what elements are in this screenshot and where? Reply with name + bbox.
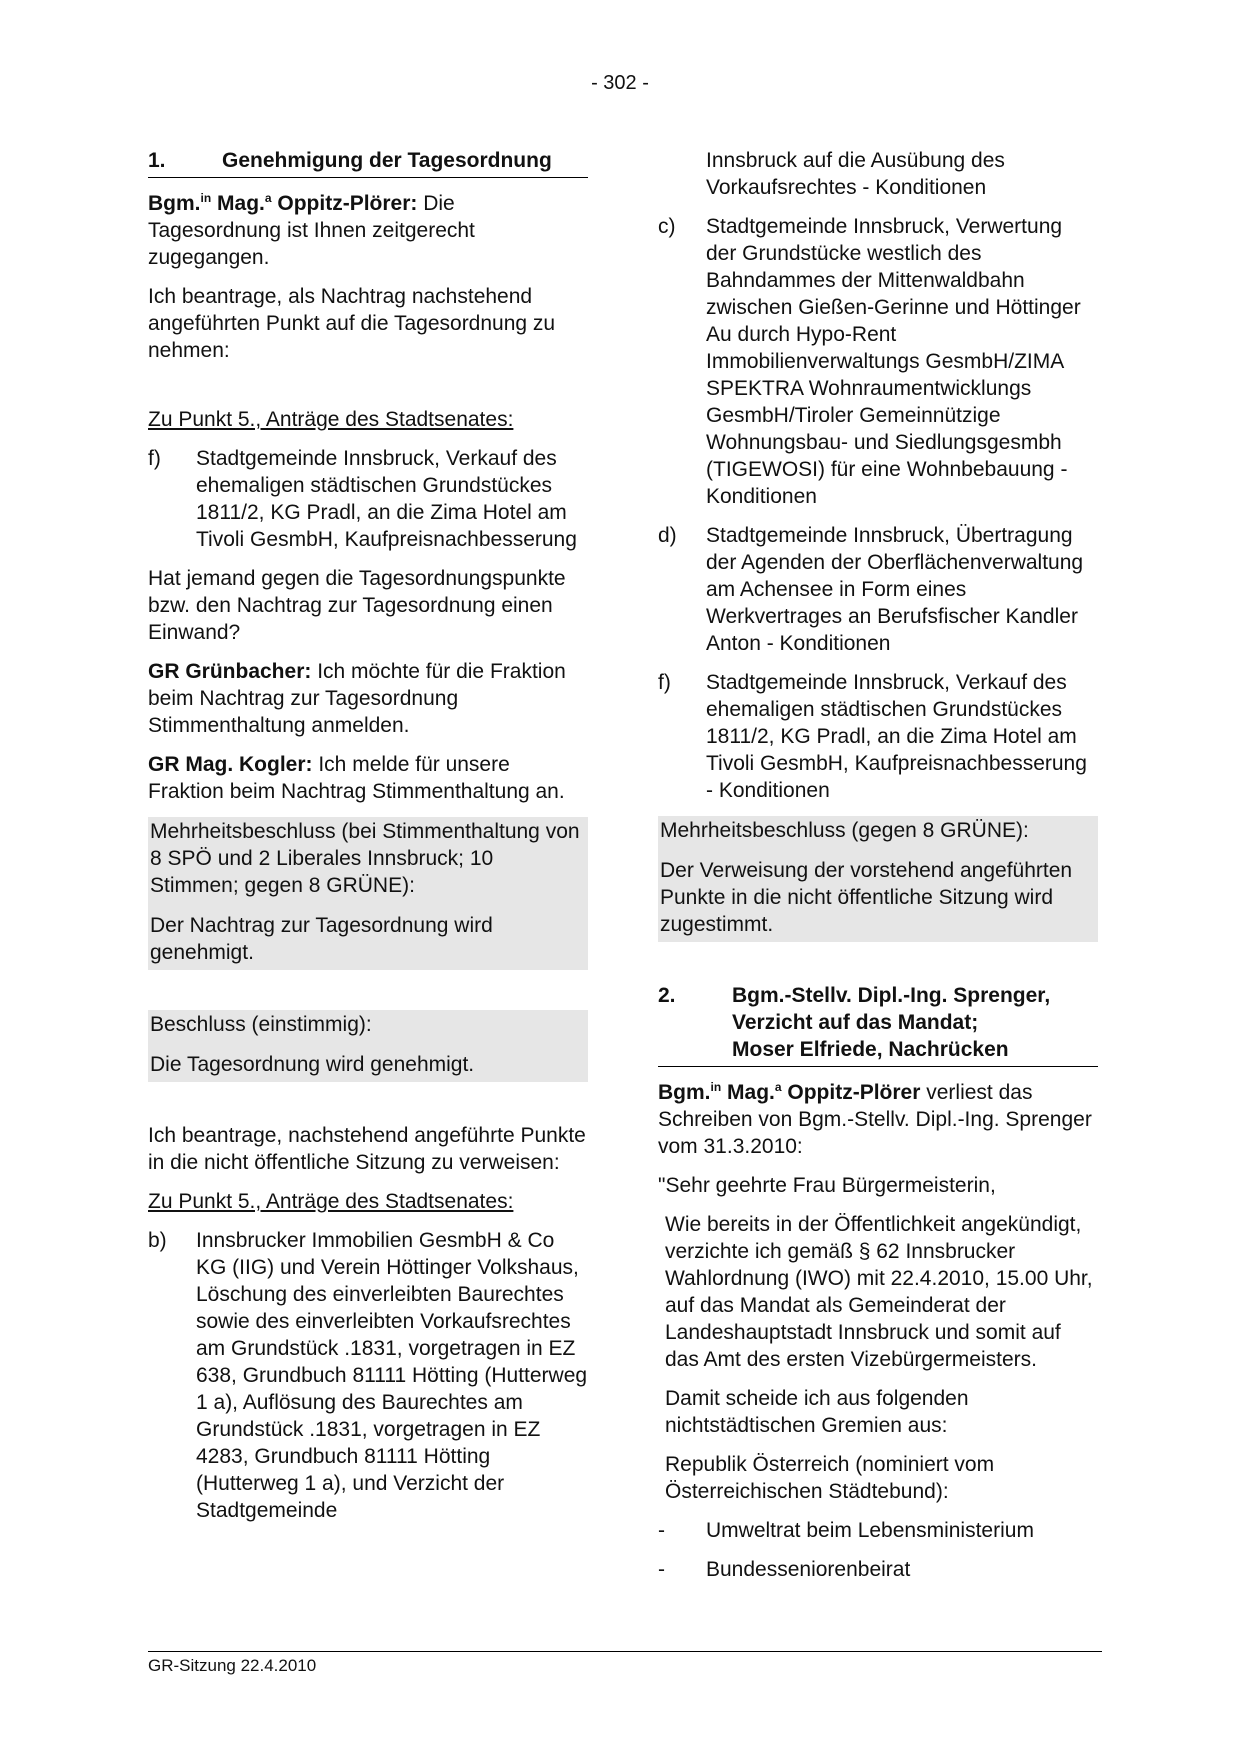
sup-a: a	[774, 1080, 782, 1094]
dash-item-2	[658, 1556, 1098, 1583]
subheading-punkt-5: Zu Punkt 5., Anträge des Stadtsenates:	[148, 408, 514, 431]
dash-item-1	[658, 1517, 1098, 1544]
section-2-title-line: Verzicht auf das Mandat;	[732, 1011, 979, 1034]
list-item-c	[658, 213, 1098, 510]
page-footer: GR-Sitzung 22.4.2010	[148, 1651, 1102, 1676]
speaker-title: Bgm.	[658, 1081, 711, 1104]
speaker-mag: Mag.	[727, 1081, 775, 1104]
section-1-title: Genehmigung der Tagesordnung	[222, 149, 552, 172]
sup-in: in	[200, 191, 212, 205]
section-2-title-line: Bgm.-Stellv. Dipl.-Ing. Sprenger,	[732, 984, 1051, 1007]
resolution-box-2	[148, 1010, 588, 1082]
resolution-box-1	[148, 817, 588, 970]
list-label: d)	[658, 524, 677, 547]
list-text: Stadtgemeinde Innsbruck, Verwertung der Grundstücke westlich des Bahndammes der Mittenwaldbahn zwischen Gießen-Gerinne und Höttinger Au durch Hypo-Rent Immobilienverwaltungs GesmbH/ZIMA SPEKTRA Wohnraumentwicklungs GesmbH/Tiroler Gemeinnützige Wohnungsbau- und Siedlungsgesmbh (TIGEWOSI) für eine Wohnbebauung - Konditionen	[706, 215, 1081, 508]
speaker-title: Bgm.	[148, 192, 201, 215]
list-label: f)	[658, 671, 671, 694]
letter-paragraph-3: Republik Österreich (nominiert vom Österreichischen Städtebund):	[665, 1453, 995, 1503]
list-item-d	[658, 522, 1098, 657]
section-2-title-line: Moser Elfriede, Nachrücken	[732, 1038, 1009, 1061]
verweisen-paragraph: Ich beantrage, nachstehend angeführte Punkte in die nicht öffentliche Sitzung zu verweisen:	[148, 1124, 586, 1174]
sup-in: in	[710, 1080, 722, 1094]
speaker-name: GR Mag. Kogler:	[148, 753, 313, 776]
section-1-number: 1.	[148, 149, 166, 172]
list-item-f	[148, 445, 588, 553]
resolution-text: Der Verweisung der vorstehend angeführten Punkte in die nicht öffentliche Sitzung wird zugestimmt.	[660, 859, 1073, 936]
list-label: b)	[148, 1229, 167, 1252]
list-label: f)	[148, 447, 161, 470]
nachtrag-paragraph: Ich beantrage, als Nachtrag nachstehend angeführten Punkt auf die Tagesordnung zu nehmen:	[148, 285, 556, 362]
dash-label: -	[658, 1558, 665, 1581]
speaker-text: Die Tagesordnung ist Ihnen zeitgerecht zugegangen.	[148, 192, 475, 269]
list-item-b-continued: Innsbruck auf die Ausübung des Vorkaufsrechtes - Konditionen	[706, 149, 1005, 199]
list-item-b	[148, 1227, 588, 1524]
section-2-title	[732, 982, 1098, 1063]
resolution-type: Mehrheitsbeschluss (bei Stimmenthaltung von 8 SPÖ und 2 Liberales Innsbruck; 10 Stimmen; gegen 8 GRÜNE):	[150, 820, 580, 897]
right-column	[658, 147, 1098, 1595]
einwand-paragraph: Hat jemand gegen die Tagesordnungspunkte bzw. den Nachtrag zur Tagesordnung einen Einwand?	[148, 567, 566, 644]
section-1-heading	[148, 147, 588, 178]
section-2-number: 2.	[658, 984, 676, 1007]
list-item-f-right	[658, 669, 1098, 804]
resolution-type: Mehrheitsbeschluss (gegen 8 GRÜNE):	[660, 819, 1029, 842]
section-2-heading	[658, 982, 1098, 1067]
speaker-surname: Oppitz-Plörer	[787, 1081, 921, 1104]
speaker-surname: Oppitz-Plörer:	[277, 192, 418, 215]
resolution-text: Der Nachtrag zur Tagesordnung wird genehmigt.	[150, 914, 493, 964]
resolution-type: Beschluss (einstimmig):	[150, 1013, 372, 1036]
sup-a: a	[264, 191, 272, 205]
speaker-text: Ich möchte für die Fraktion beim Nachtrag zur Tagesordnung Stimmenthaltung anmelden.	[148, 660, 566, 737]
list-text: Innsbrucker Immobilien GesmbH & Co KG (IIG) und Verein Höttinger Volkshaus, Löschung des einverleibten Baurechtes sowie des einverleibten Vorkaufsrechtes am Grundstück .1831, vorgetragen in EZ 638, Grundbuch 81111 Hötting (Hutterweg 1 a), Auflösung des Baurechtes am Grundstück .1831, vorgetragen in EZ 4283, Grundbuch 81111 Hötting (Hutterweg 1 a), und Verzicht der Stadtgemeinde	[196, 1229, 588, 1522]
list-text: Stadtgemeinde Innsbruck, Verkauf des ehemaligen städtischen Grundstückes 1811/2, KG Pradl, an die Zima Hotel am Tivoli GesmbH, Kaufpreisnachbesserung - Konditionen	[706, 671, 1087, 802]
salutation: "Sehr geehrte Frau Bürgermeisterin,	[658, 1174, 996, 1197]
left-column	[148, 147, 588, 1536]
speaker-kogler-paragraph	[148, 751, 588, 805]
list-text: Stadtgemeinde Innsbruck, Verkauf des ehemaligen städtischen Grundstückes 1811/2, KG Pradl, an die Zima Hotel am Tivoli GesmbH, Kaufpreisnachbesserung	[196, 447, 577, 551]
subheading-punkt-5-b: Zu Punkt 5., Anträge des Stadtsenates:	[148, 1190, 514, 1213]
letter-paragraph-2: Damit scheide ich aus folgenden nichtstädtischen Gremien aus:	[665, 1387, 969, 1437]
dash-text: Umweltrat beim Lebensministerium	[706, 1519, 1034, 1542]
speaker-mayor-reads-paragraph	[658, 1079, 1098, 1160]
speaker-gruenbacher-paragraph	[148, 658, 588, 739]
page-number: - 302 -	[591, 72, 649, 94]
speaker-mayor-paragraph	[148, 190, 588, 271]
speaker-text: Ich melde für unsere Fraktion beim Nachtrag Stimmenthaltung an.	[148, 753, 565, 803]
list-text: Stadtgemeinde Innsbruck, Übertragung der Agenden der Oberflächenverwaltung am Achensee in Form eines Werkvertrages an Berufsfischer Kandler Anton - Konditionen	[706, 524, 1084, 655]
letter-paragraph-1: Wie bereits in der Öffentlichkeit angekündigt, verzichte ich gemäß § 62 Innsbrucker Wahlordnung (IWO) mit 22.4.2010, 15.00 Uhr, auf das Mandat als Gemeinderat der Landeshauptstadt Innsbruck und somit auf das Amt des ersten Vizebürgermeisters.	[665, 1213, 1093, 1371]
dash-label: -	[658, 1519, 665, 1542]
resolution-text: Die Tagesordnung wird genehmigt.	[150, 1053, 475, 1076]
speaker-text: verliest das Schreiben von Bgm.-Stellv. Dipl.-Ing. Sprenger vom 31.3.2010:	[658, 1081, 1092, 1158]
dash-text: Bundesseniorenbeirat	[706, 1558, 911, 1581]
speaker-mag: Mag.	[217, 192, 265, 215]
resolution-box-3	[658, 816, 1098, 942]
speaker-name: GR Grünbacher:	[148, 660, 312, 683]
list-label: c)	[658, 215, 676, 238]
